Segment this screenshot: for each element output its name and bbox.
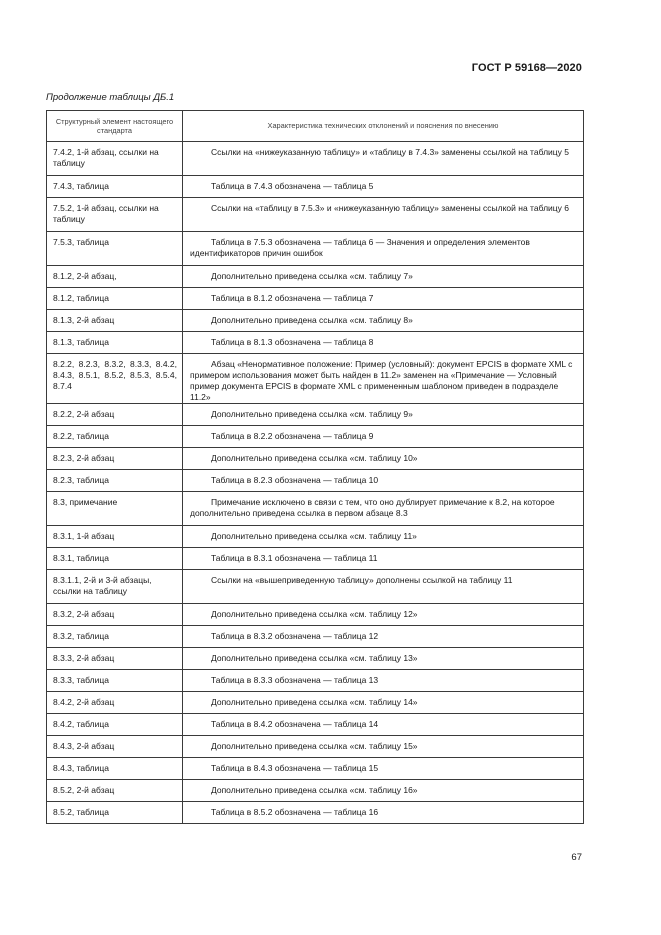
structural-element-cell: 8.1.2, таблица (47, 288, 183, 310)
structural-element-cell: 8.2.3, 2-й абзац (47, 448, 183, 470)
table-row (47, 736, 584, 758)
structural-element-cell: 7.5.3, таблица (47, 232, 183, 266)
table-row (47, 310, 584, 332)
table-row (47, 526, 584, 548)
deviation-description-cell: Дополнительно приведена ссылка «см. таблицу 9» (183, 404, 584, 426)
structural-element-cell: 8.5.2, таблица (47, 802, 183, 824)
deviation-description-cell: Примечание исключено в связи с тем, что оно дублирует примечание к 8.2, на которое дополнительно приведена ссылка в первом абзаце 8.3 (183, 492, 584, 526)
table-row (47, 448, 584, 470)
structural-element-cell: 8.3, примечание (47, 492, 183, 526)
deviation-description-cell: Ссылки на «вышеприведенную таблицу» дополнены ссылкой на таблицу 11 (183, 570, 584, 604)
deviation-description-cell: Таблица в 8.2.3 обозначена — таблица 10 (183, 470, 584, 492)
deviation-description-cell: Дополнительно приведена ссылка «см. таблицу 7» (183, 266, 584, 288)
structural-element-cell: 8.2.2, таблица (47, 426, 183, 448)
structural-element-cell: 8.3.2, 2-й абзац (47, 604, 183, 626)
structural-element-cell: 8.4.2, таблица (47, 714, 183, 736)
table-row (47, 266, 584, 288)
table-row (47, 492, 584, 526)
table-row (47, 780, 584, 802)
table-row (47, 670, 584, 692)
table-row (47, 758, 584, 780)
table-row (47, 198, 584, 232)
structural-element-cell: 8.2.2, 8.2.3, 8.3.2, 8.3.3, 8.4.2, 8.4.3, 8.5.1, 8.5.2, 8.5.3, 8.5.4, 8.7.4 (47, 354, 183, 404)
deviation-description-cell: Таблица в 8.5.2 обозначена — таблица 16 (183, 802, 584, 824)
deviation-description-cell: Таблица в 8.1.2 обозначена — таблица 7 (183, 288, 584, 310)
structural-element-cell: 7.5.2, 1-й абзац, ссылки на таблицу (47, 198, 183, 232)
table-header-row (47, 111, 584, 142)
deviation-description-cell: Дополнительно приведена ссылка «см. таблицу 12» (183, 604, 584, 626)
structural-element-cell: 8.3.3, таблица (47, 670, 183, 692)
table-row (47, 648, 584, 670)
table-row (47, 426, 584, 448)
table-row (47, 470, 584, 492)
table-row (47, 142, 584, 176)
deviation-description-cell: Таблица в 8.3.1 обозначена — таблица 11 (183, 548, 584, 570)
structural-element-cell: 7.4.3, таблица (47, 176, 183, 198)
deviation-description-cell: Абзац «Ненормативное положение: Пример (условный): документ EPCIS в формате XML с примером использования может быть найден в 11.2» заменен на «Примечание — Условный пример документа EPCIS в формате XML с примененным шаблоном приведен в подразделе 11.2» (183, 354, 584, 404)
structural-element-cell: 7.4.2, 1-й абзац, ссылки на таблицу (47, 142, 183, 176)
structural-element-cell: 8.1.3, 2-й абзац (47, 310, 183, 332)
table-row (47, 714, 584, 736)
table-row (47, 176, 584, 198)
deviation-description-cell: Таблица в 7.5.3 обозначена — таблица 6 — Значения и определения элементов идентификаторов причин ошибок (183, 232, 584, 266)
structural-element-cell: 8.1.2, 2-й абзац, (47, 266, 183, 288)
deviation-description-cell: Дополнительно приведена ссылка «см. таблицу 13» (183, 648, 584, 670)
deviation-description-cell: Дополнительно приведена ссылка «см. таблицу 16» (183, 780, 584, 802)
table-row (47, 802, 584, 824)
table-row (47, 354, 584, 404)
structural-element-cell: 8.4.3, таблица (47, 758, 183, 780)
deviation-description-cell: Таблица в 8.4.3 обозначена — таблица 15 (183, 758, 584, 780)
deviation-description-cell: Дополнительно приведена ссылка «см. таблицу 15» (183, 736, 584, 758)
document-header: ГОСТ Р 59168—2020 (471, 62, 582, 74)
deviation-description-cell: Таблица в 8.4.2 обозначена — таблица 14 (183, 714, 584, 736)
structural-element-cell: 8.1.3, таблица (47, 332, 183, 354)
structural-element-cell: 8.2.2, 2-й абзац (47, 404, 183, 426)
table-row (47, 288, 584, 310)
deviation-description-cell: Ссылки на «нижеуказанную таблицу» и «таблицу в 7.4.3» заменены ссылкой на таблицу 5 (183, 142, 584, 176)
table-row (47, 232, 584, 266)
structural-element-cell: 8.3.1, 1-й абзац (47, 526, 183, 548)
structural-element-cell: 8.3.3, 2-й абзац (47, 648, 183, 670)
table-row (47, 548, 584, 570)
table-row (47, 570, 584, 604)
table-body (47, 142, 584, 824)
column-header-description: Характеристика технических отклонений и пояснения по внесению (183, 111, 584, 142)
table-row (47, 332, 584, 354)
structural-element-cell: 8.3.1.1, 2-й и 3-й абзацы, ссылки на таблицу (47, 570, 183, 604)
structural-element-cell: 8.3.1, таблица (47, 548, 183, 570)
deviation-description-cell: Дополнительно приведена ссылка «см. таблицу 8» (183, 310, 584, 332)
deviation-description-cell: Дополнительно приведена ссылка «см. таблицу 10» (183, 448, 584, 470)
page-number: 67 (571, 852, 582, 863)
deviation-description-cell: Дополнительно приведена ссылка «см. таблицу 14» (183, 692, 584, 714)
structural-element-cell: 8.2.3, таблица (47, 470, 183, 492)
deviation-description-cell: Таблица в 8.1.3 обозначена — таблица 8 (183, 332, 584, 354)
deviation-description-cell: Ссылки на «таблицу в 7.5.3» и «нижеуказанную таблицу» заменены ссылкой на таблицу 6 (183, 198, 584, 232)
structural-element-cell: 8.4.3, 2-й абзац (47, 736, 183, 758)
structural-element-cell: 8.4.2, 2-й абзац (47, 692, 183, 714)
table-row (47, 604, 584, 626)
table-caption: Продолжение таблицы ДБ.1 (46, 92, 175, 103)
structural-element-cell: 8.3.2, таблица (47, 626, 183, 648)
deviation-description-cell: Таблица в 8.3.3 обозначена — таблица 13 (183, 670, 584, 692)
column-header-element: Структурный элемент настоящего стандарта (47, 111, 183, 142)
deviation-description-cell: Таблица в 8.3.2 обозначена — таблица 12 (183, 626, 584, 648)
table-row (47, 692, 584, 714)
deviation-description-cell: Дополнительно приведена ссылка «см. таблицу 11» (183, 526, 584, 548)
structural-element-cell: 8.5.2, 2-й абзац (47, 780, 183, 802)
deviation-description-cell: Таблица в 8.2.2 обозначена — таблица 9 (183, 426, 584, 448)
table-row (47, 404, 584, 426)
table-row (47, 626, 584, 648)
deviations-table (46, 110, 584, 824)
deviation-description-cell: Таблица в 7.4.3 обозначена — таблица 5 (183, 176, 584, 198)
